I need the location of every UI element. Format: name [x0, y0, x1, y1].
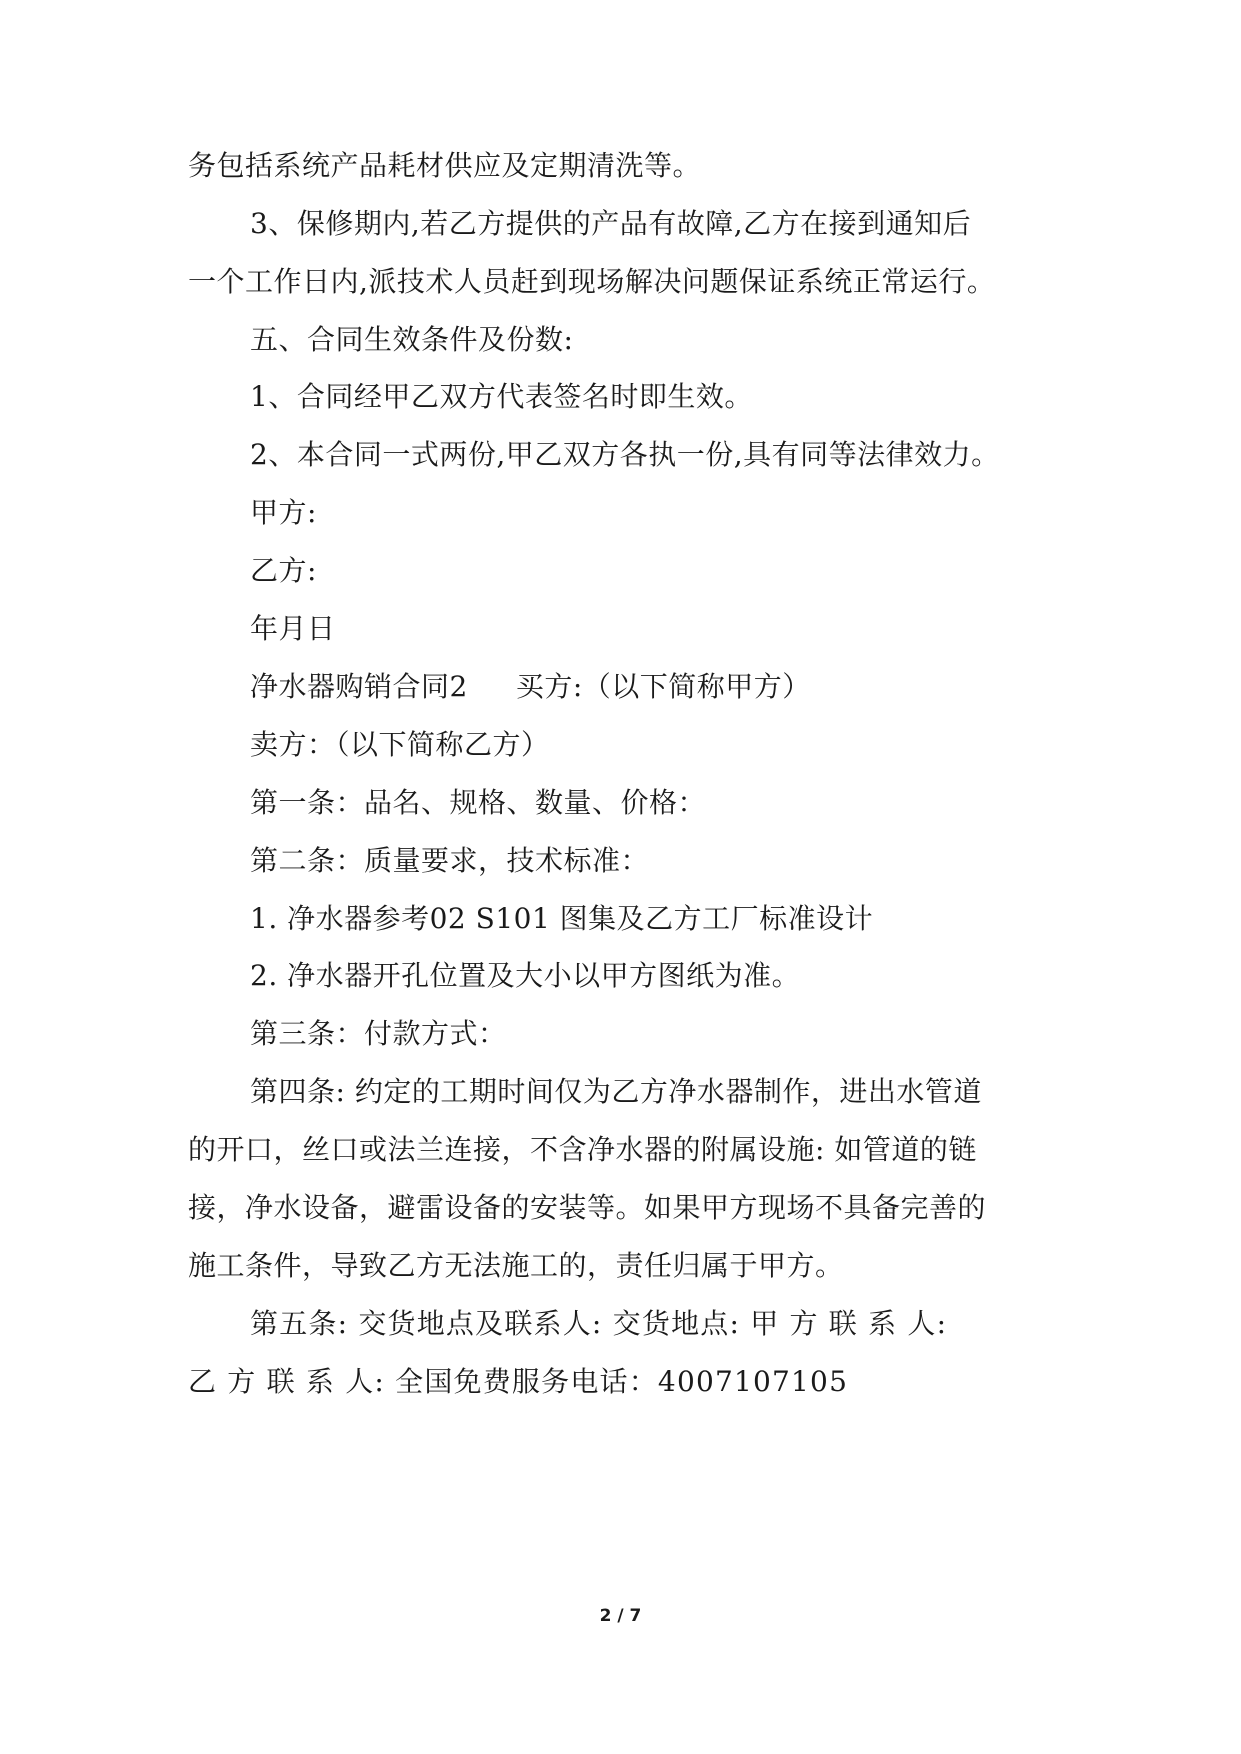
section-heading: 五、合同生效条件及份数: — [250, 323, 574, 356]
party-b-signature-label: 乙方: — [250, 554, 317, 587]
party-a-signature-label: 甲方: — [250, 496, 317, 529]
paragraph-line: 接，净水设备，避雷设备的安装等。如果甲方现场不具备完善的 — [188, 1191, 987, 1224]
paragraph-line: 一个工作日内,派技术人员赶到现场解决问题保证系统正常运行。 — [188, 265, 996, 298]
seller-label: 卖方：（以下简称乙方） — [250, 728, 550, 761]
buyer-label: 买方:（以下简称甲方） — [515, 670, 811, 703]
paragraph-line: 施工条件，导致乙方无法施工的，责任归属于甲方。 — [188, 1249, 844, 1282]
article-heading: 第二条：质量要求，技术标准： — [250, 844, 650, 877]
article-heading: 第一条：品名、规格、数量、价格： — [250, 786, 707, 819]
paragraph-line: 1、合同经甲乙双方代表签名时即生效。 — [250, 380, 753, 413]
contract-title-line — [250, 667, 1070, 707]
paragraph-line: 第五条: 交货地点及联系人: 交货地点: 甲 方 联 系 人: — [250, 1307, 948, 1340]
paragraph-line: 务包括系统产品耗材供应及定期清洗等。 — [188, 149, 702, 182]
contract-title: 净水器购销合同2 — [250, 670, 468, 703]
paragraph-line: 乙 方 联 系 人: 全国免费服务电话：4007107105 — [188, 1365, 849, 1398]
date-label: 年月日 — [250, 612, 336, 645]
paragraph-line: 2. 净水器开孔位置及大小以甲方图纸为准。 — [250, 959, 801, 992]
paragraph-line: 的开口，丝口或法兰连接，不含净水器的附属设施: 如管道的链 — [188, 1133, 977, 1166]
article-heading: 第三条：付款方式： — [250, 1017, 507, 1050]
paragraph-line: 2、本合同一式两份,甲乙双方各执一份,具有同等法律效力。 — [250, 438, 1000, 471]
page-number: 2 / 7 — [599, 1606, 642, 1626]
paragraph-line: 1. 净水器参考02 S101 图集及乙方工厂标准设计 — [250, 902, 874, 935]
paragraph-line: 第四条: 约定的工期时间仅为乙方净水器制作，进出水管道 — [250, 1075, 982, 1108]
paragraph-line: 3、保修期内,若乙方提供的产品有故障,乙方在接到通知后 — [250, 207, 972, 240]
